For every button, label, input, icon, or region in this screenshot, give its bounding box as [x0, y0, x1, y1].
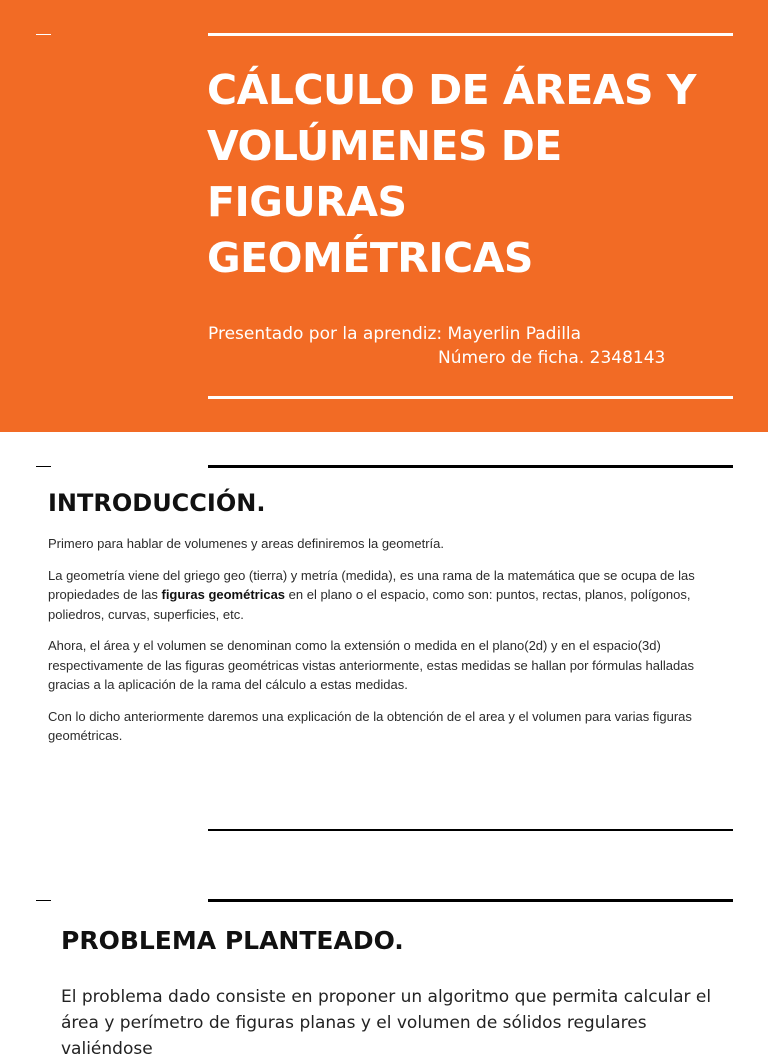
slide-marker-dash	[36, 466, 51, 467]
paragraph: La geometría viene del griego geo (tierra) y metría (medida), es una rama de la matemática que se ocupa de las propiedades de las figuras geométricas en el plano o el espacio, como son: puntos, rectas, planos, polígonos, poliedros, curvas, superficies, etc.	[48, 567, 695, 622]
section-heading: INTRODUCCIÓN.	[48, 489, 266, 517]
problema-slide	[0, 864, 768, 1064]
section-body	[48, 534, 718, 758]
bottom-rule	[208, 829, 733, 831]
paragraph: Ahora, el área y el volumen se denominan como la extensión o medida en el plano(2d) y en el espacio(3d) respectivamente de las figuras geométricas vistas anteriormente, estas medidas se hallan por fórmulas halladas gracias a la aplicación de la rama del cálculo a estas medidas.	[48, 638, 694, 692]
top-rule	[208, 899, 733, 902]
section-heading: PROBLEMA PLANTEADO.	[61, 926, 404, 955]
paragraph: Con lo dicho anteriormente daremos una explicación de la obtención de el area y el volumen para varias figuras geométricas.	[48, 708, 692, 743]
slide-marker-dash	[36, 900, 51, 901]
introduccion-slide	[0, 432, 768, 864]
top-rule	[208, 33, 733, 36]
paragraph: El problema dado consiste en proponer un algoritmo que permita calcular el área y perímetro de figuras planas y el volumen de sólidos regulares valiéndose	[61, 987, 712, 1059]
slide-marker-dash	[36, 34, 51, 35]
ficha-number: Número de ficha. 2348143	[438, 348, 666, 368]
top-rule	[208, 465, 733, 468]
bold-term: figuras geométricas	[161, 587, 286, 602]
paragraph: Primero para hablar de volumenes y areas definiremos la geometría.	[48, 536, 444, 551]
presentation-title: CÁLCULO DE ÁREAS Y VOLÚMENES DE FIGURAS GEOMÉTRICAS	[207, 66, 696, 282]
presenter-line: Presentado por la aprendiz: Mayerlin Padilla	[208, 324, 582, 344]
bottom-rule	[208, 396, 733, 399]
title-slide	[0, 0, 768, 432]
